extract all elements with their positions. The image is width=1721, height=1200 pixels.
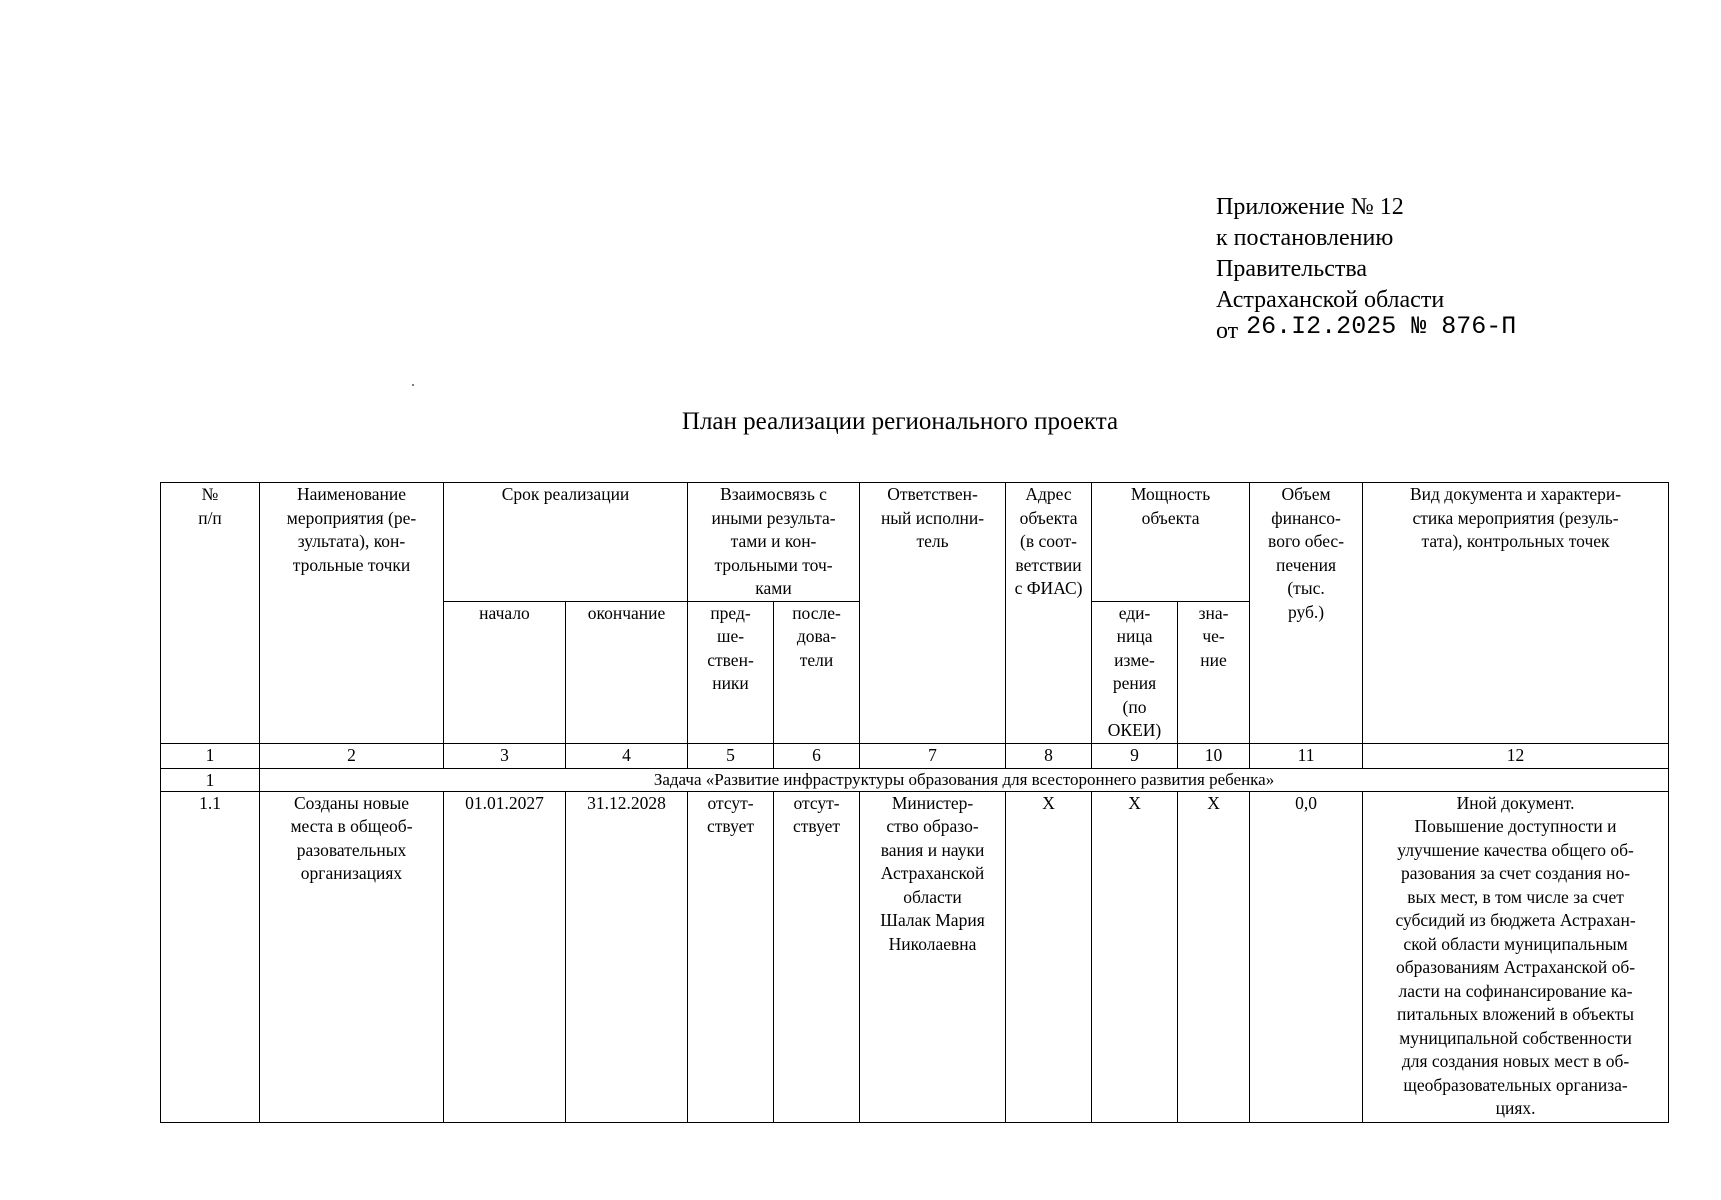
column-number: 10	[1178, 743, 1250, 768]
row-predecessors: отсут- ствует	[688, 791, 774, 1122]
annex-line-region: Астраханской области	[1216, 287, 1445, 313]
column-number: 7	[860, 743, 1006, 768]
annex-line-resolution: к постановлению	[1216, 225, 1394, 251]
header-document-type: Вид документа и характери- стика мероприятия (резуль- тата), контрольных точек	[1363, 483, 1669, 744]
column-number: 4	[566, 743, 688, 768]
column-number: 6	[774, 743, 860, 768]
row-funding: 0,0	[1250, 791, 1363, 1122]
column-number: 12	[1363, 743, 1669, 768]
table-row	[161, 791, 1669, 1122]
row-responsible: Министер- ство образо- вания и науки Астраханской области Шалак Мария Николаевна	[860, 791, 1006, 1122]
annex-from-label: от	[1216, 318, 1239, 344]
task-row	[161, 768, 1669, 791]
header-implementation-period: Срок реализации	[444, 483, 688, 602]
column-number: 11	[1250, 743, 1363, 768]
annex-title: Приложение № 12	[1216, 194, 1404, 220]
scan-speck	[412, 384, 414, 386]
header-end: окончание	[566, 601, 688, 743]
row-end-date: 31.12.2028	[566, 791, 688, 1122]
row-number: 1.1	[161, 791, 260, 1122]
row-start-date: 01.01.2027	[444, 791, 566, 1122]
header-responsible: Ответствен- ный исполни- тель	[860, 483, 1006, 744]
row-event-name: Созданы новые места в общеоб- разовательных организациях	[260, 791, 444, 1122]
header-relationships: Взаимосвязь с иными результа- тами и кон- трольными точ- ками	[688, 483, 860, 602]
column-number: 1	[161, 743, 260, 768]
column-number: 5	[688, 743, 774, 768]
annex-date-number-stamp: 26.I2.2025 № 876-П	[1246, 312, 1517, 341]
header-unit: еди- ница изме- рения (по ОКЕИ)	[1092, 601, 1178, 743]
header-capacity: Мощность объекта	[1092, 483, 1250, 602]
row-unit: X	[1092, 791, 1178, 1122]
annex-block	[1216, 192, 1516, 347]
row-document-type: Иной документ. Повышение доступности и улучшение качества общего об- разования за счет создания но- вых мест, в том числе за счет субсидий из бюджета Астрахан- ской области муниципальным образованиям Астраханской об- ласти на софинансирование ка- питальных вложений в объекты муниципальной собственности для создания новых мест в об- щеобразовательных организа- циях.	[1363, 791, 1669, 1122]
column-number: 8	[1006, 743, 1092, 768]
header-number: № п/п	[161, 483, 260, 744]
row-value: X	[1178, 791, 1250, 1122]
header-predecessors: пред- ше- ствен- ники	[688, 601, 774, 743]
implementation-plan-table	[160, 482, 1669, 1123]
document-title: План реализации регионального проекта	[681, 408, 1119, 435]
column-number: 3	[444, 743, 566, 768]
annex-date-line	[1216, 312, 1517, 347]
header-funding: Объем финансо- вого обес- печения (тыс. руб.)	[1250, 483, 1363, 744]
annex-line-government: Правительства	[1216, 256, 1368, 282]
header-event-name: Наименование мероприятия (ре- зультата), кон- трольные точки	[260, 483, 444, 744]
header-value: зна- че- ние	[1178, 601, 1250, 743]
column-number: 9	[1092, 743, 1178, 768]
column-number: 2	[260, 743, 444, 768]
header-successors: после- дова- тели	[774, 601, 860, 743]
header-start: начало	[444, 601, 566, 743]
row-successors: отсут- ствует	[774, 791, 860, 1122]
task-number: 1	[161, 768, 260, 791]
header-row-main	[161, 483, 1669, 602]
column-numbers-row	[161, 743, 1669, 768]
header-address: Адрес объекта (в соот- ветствии с ФИАС)	[1006, 483, 1092, 744]
row-address: X	[1006, 791, 1092, 1122]
task-text: Задача «Развитие инфраструктуры образования для всестороннего развития ребенка»	[260, 768, 1669, 791]
